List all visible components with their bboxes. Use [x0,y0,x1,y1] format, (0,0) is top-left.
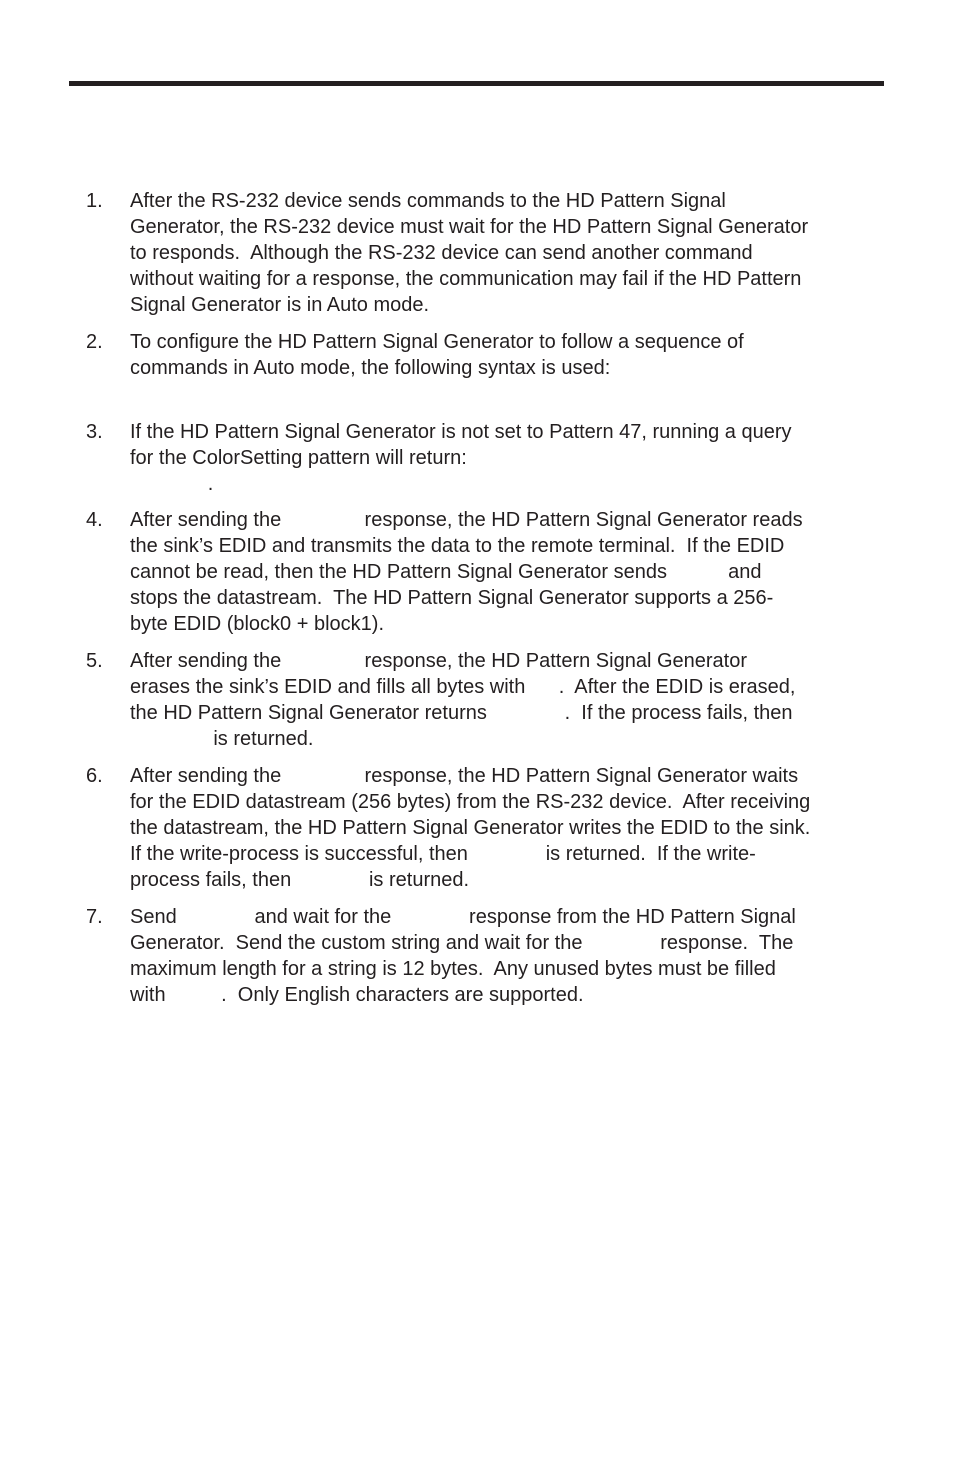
note-line: the HD Pattern Signal Generator returns . If the process fails, then [130,702,793,724]
note-line: commands in Auto mode, the following syntax is used: [130,357,611,379]
note-line: To configure the HD Pattern Signal Generator to follow a sequence of [130,331,744,353]
note-number: 7. [86,906,103,928]
note-number: 3. [86,421,103,443]
note-text [130,419,890,497]
note-line: the datastream, the HD Pattern Signal Generator writes the EDID to the sink. [130,817,811,839]
note-line: the sink’s EDID and transmits the data to the remote terminal. If the EDID [130,535,785,557]
note-line: for the ColorSetting pattern will return: [130,447,467,469]
note-line: Generator, the RS-232 device must wait for the HD Pattern Signal Generator [130,216,809,238]
note-text [130,329,890,381]
note-text [130,188,890,318]
note-line: Generator. Send the custom string and wait for the response. The [130,932,794,954]
note-line: cannot be read, then the HD Pattern Signal Generator sends and [130,561,762,583]
note-line: is returned. [130,728,314,750]
note-line: with . Only English characters are supported. [130,984,584,1006]
note-line: If the write-process is successful, then is returned. If the write- [130,843,756,865]
note-line: byte EDID (block0 + block1). [130,613,384,635]
note-line: After sending the response, the HD Pattern Signal Generator waits [130,765,799,787]
note-line: After the RS-232 device sends commands to the HD Pattern Signal [130,190,726,212]
note-line: maximum length for a string is 12 bytes. Any unused bytes must be filled [130,958,776,980]
note-line: . [130,473,214,495]
note-text [130,904,890,1008]
note-number: 6. [86,765,103,787]
note-line: to responds. Although the RS-232 device can send another command [130,242,753,264]
note-line: If the HD Pattern Signal Generator is not set to Pattern 47, running a query [130,421,792,443]
note-number: 1. [86,190,103,212]
note-number: 2. [86,331,103,353]
note-line: Signal Generator is in Auto mode. [130,294,430,316]
note-line: stops the datastream. The HD Pattern Signal Generator supports a 256- [130,587,774,609]
note-text [130,648,890,752]
note-number: 4. [86,509,103,531]
note-line: erases the sink’s EDID and fills all bytes with . After the EDID is erased, [130,676,796,698]
note-line: process fails, then is returned. [130,869,470,891]
note-line: for the EDID datastream (256 bytes) from the RS-232 device. After receiving [130,791,811,813]
top-rule [69,81,884,86]
note-text [130,763,890,893]
note-line: Send and wait for the response from the HD Pattern Signal [130,906,796,928]
note-line: After sending the response, the HD Pattern Signal Generator reads [130,509,803,531]
note-number: 5. [86,650,103,672]
note-line: without waiting for a response, the communication may fail if the HD Pattern [130,268,802,290]
note-text [130,507,890,637]
note-line: After sending the response, the HD Pattern Signal Generator [130,650,747,672]
